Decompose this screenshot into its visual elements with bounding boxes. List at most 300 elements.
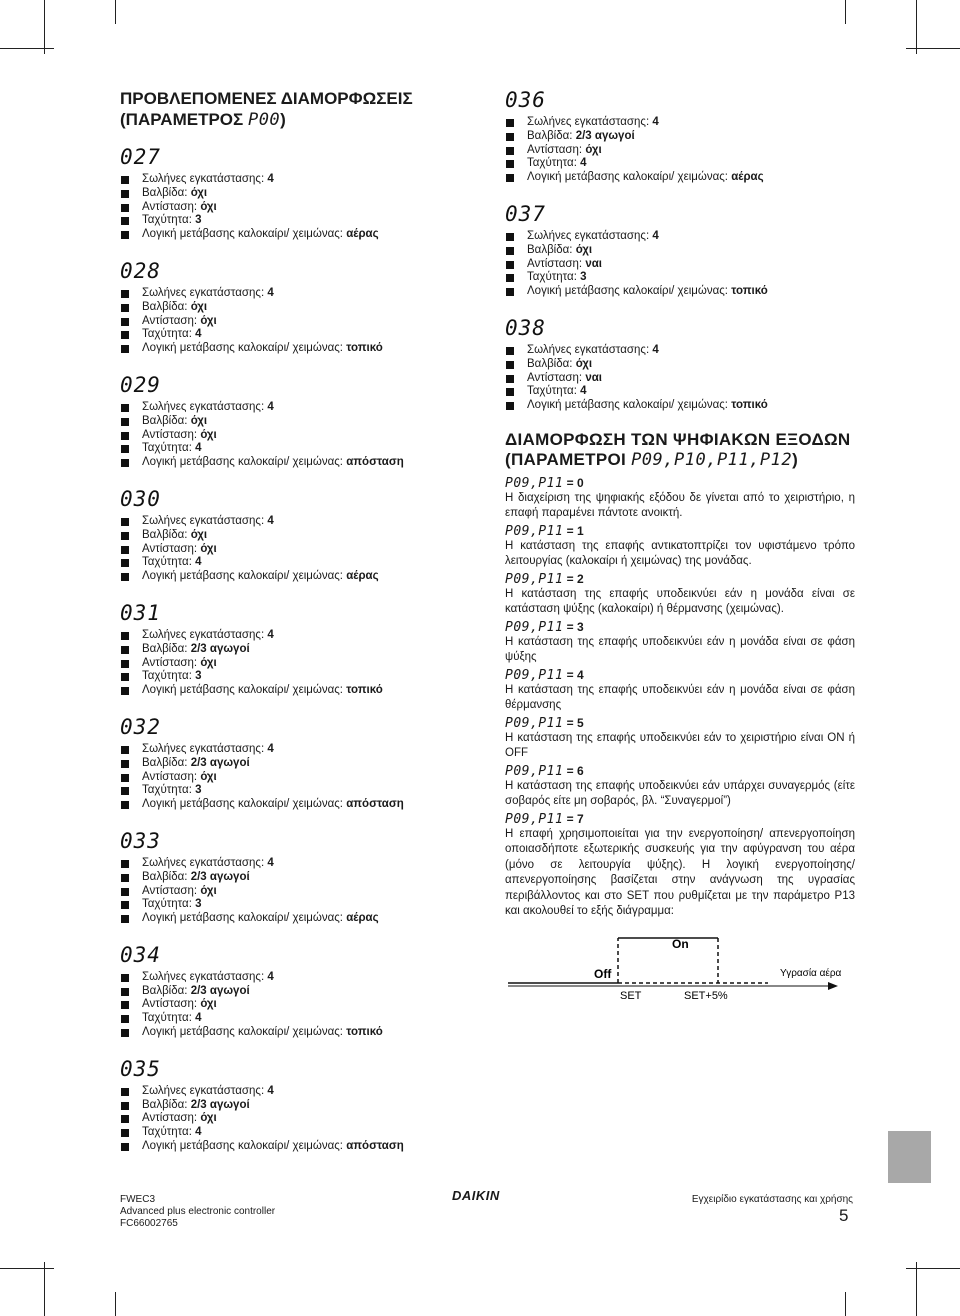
config-item-value: 4 bbox=[195, 1126, 202, 1139]
config-item-pipes bbox=[120, 515, 475, 529]
config-item-logic bbox=[120, 1140, 475, 1154]
config-item-value: 3 bbox=[195, 784, 202, 797]
humidity-hysteresis-diagram bbox=[498, 930, 848, 1010]
bullet-square-icon bbox=[121, 1029, 129, 1037]
config-item-label: Βαλβίδα: bbox=[142, 186, 191, 199]
digital-option bbox=[505, 476, 855, 522]
footer-product: Advanced plus electronic controller bbox=[120, 1206, 276, 1217]
digital-option-code-line bbox=[505, 476, 855, 491]
config-item-value: 4 bbox=[267, 742, 274, 755]
config-item-label: Αντίσταση: bbox=[527, 257, 586, 270]
config-item-label: Ταχύτητα: bbox=[142, 784, 196, 797]
config-item-label: Αντίσταση: bbox=[142, 1112, 201, 1125]
config-item-label: Ταχύτητα: bbox=[142, 556, 196, 569]
digital-outputs-title bbox=[505, 430, 855, 470]
footer-manual: Εγχειρίδιο εγκατάστασης και χρήσης bbox=[691, 1194, 853, 1205]
config-item-label: Αντίσταση: bbox=[142, 998, 201, 1011]
config-item-label: Ταχύτητα: bbox=[142, 214, 196, 227]
config-item-pipes bbox=[120, 971, 475, 985]
config-item-speed bbox=[505, 157, 855, 171]
config-item-value: όχι bbox=[200, 770, 217, 783]
bullet-square-icon bbox=[506, 388, 514, 396]
page-heading-line1: ΠΡΟΒΛΕΠΟΜΕΝΕΣ ΔΙΑΜΟΡΦΩΣΕΙΣ bbox=[120, 89, 413, 108]
config-item-value: τοπικό bbox=[731, 285, 768, 298]
config-item-value: τοπικό bbox=[346, 342, 383, 355]
config-code: 035 bbox=[120, 1056, 161, 1081]
config-item-label: Λογική μετάβασης καλοκαίρι/ χειμώνας: bbox=[142, 684, 347, 697]
digital-option-value: = 6 bbox=[566, 763, 584, 778]
config-item-value: όχι bbox=[200, 200, 217, 213]
config-item-logic bbox=[120, 684, 475, 698]
bullet-square-icon bbox=[121, 632, 129, 640]
config-item-speed bbox=[120, 1012, 475, 1026]
config-item-valve bbox=[120, 757, 475, 771]
config-item-value: 4 bbox=[195, 1012, 202, 1025]
config-item-resistance bbox=[120, 885, 475, 899]
digital-option-code-line bbox=[505, 812, 855, 827]
config-items bbox=[505, 116, 855, 185]
bullet-square-icon bbox=[121, 974, 129, 982]
page-heading-code: P00 bbox=[247, 110, 281, 130]
config-item-value: 4 bbox=[580, 157, 587, 170]
config-item-valve bbox=[120, 985, 475, 999]
config-item-logic bbox=[120, 456, 475, 470]
bullet-square-icon bbox=[121, 518, 129, 526]
config-item-value: όχι bbox=[585, 143, 602, 156]
bullet-square-icon bbox=[121, 1115, 129, 1123]
config-item-value: 4 bbox=[267, 400, 274, 413]
config-item-pipes bbox=[505, 344, 855, 358]
bullet-square-icon bbox=[121, 190, 129, 198]
config-item-value: αέρας bbox=[346, 570, 379, 583]
left-column bbox=[120, 88, 475, 1171]
bullet-square-icon bbox=[121, 1143, 129, 1151]
bullet-square-icon bbox=[506, 361, 514, 369]
config-item-logic bbox=[505, 285, 855, 299]
section-tab bbox=[888, 1131, 931, 1183]
config-block bbox=[120, 601, 475, 698]
config-item-logic bbox=[120, 342, 475, 356]
config-item-label: Σωλήνες εγκατάστασης: bbox=[527, 229, 653, 242]
digital-option-value: = 5 bbox=[566, 715, 584, 730]
config-items bbox=[505, 230, 855, 299]
bullet-square-icon bbox=[121, 646, 129, 654]
bullet-square-icon bbox=[506, 233, 514, 241]
config-item-label: Βαλβίδα: bbox=[142, 870, 191, 883]
config-item-label: Σωλήνες εγκατάστασης: bbox=[142, 173, 268, 185]
digital-option-code-line bbox=[505, 716, 855, 731]
config-item-label: Βαλβίδα: bbox=[142, 1098, 191, 1111]
bullet-square-icon bbox=[121, 874, 129, 882]
bullet-square-icon bbox=[121, 687, 129, 695]
config-item-label: Βαλβίδα: bbox=[142, 984, 191, 997]
config-item-logic bbox=[120, 228, 475, 242]
config-code: 036 bbox=[505, 88, 546, 112]
config-item-value: 3 bbox=[580, 271, 587, 284]
axis-label: Υγρασία αέρα bbox=[780, 968, 842, 979]
config-item-pipes bbox=[120, 401, 475, 415]
digital-option-text: Η κατάσταση της επαφής υποδεικνύει εάν υπάρχει συναγερμός (είτε σοβαρός είτε μη σοβαρός, βλ. “Συναγερμοί”) bbox=[505, 779, 855, 808]
bullet-square-icon bbox=[121, 1001, 129, 1009]
config-items bbox=[120, 629, 475, 698]
config-item-value: 4 bbox=[267, 628, 274, 641]
bullet-square-icon bbox=[506, 133, 514, 141]
config-item-value: αέρας bbox=[346, 228, 379, 241]
config-item-resistance bbox=[120, 543, 475, 557]
config-item-valve bbox=[505, 244, 855, 258]
bullet-square-icon bbox=[121, 1102, 129, 1110]
config-item-label: Αντίσταση: bbox=[142, 770, 201, 783]
bullet-square-icon bbox=[121, 746, 129, 754]
digital-option-code: P09,P11 bbox=[505, 763, 564, 779]
config-item-value: όχι bbox=[200, 542, 217, 555]
config-item-label: Σωλήνες εγκατάστασης: bbox=[142, 286, 268, 299]
off-label: Off bbox=[594, 967, 612, 981]
config-list-right bbox=[505, 88, 855, 413]
config-item-value: 2/3 αγωγοί bbox=[190, 1098, 250, 1111]
config-block bbox=[120, 715, 475, 812]
config-item-value: 4 bbox=[652, 116, 659, 128]
right-column bbox=[505, 88, 855, 920]
digital-option-text: Η επαφή χρησιμοποιείται για την ενεργοποίηση/ απενεργοποίηση οποιασδήποτε εξωτερικής συσκευής για την αφύγρανση του αέρα (μόνο σε λειτουργία ψύξης). Η λογική ενεργοποίησης/ απενεργοποίησης βασίζεται στην ανάγνωση της υγρασίας περιβάλλοντος και στο SET που ρυθμίζεται με την παράμετρο P13 και ακολουθεί το εξής διάγραμμα: bbox=[505, 827, 855, 918]
bullet-square-icon bbox=[121, 760, 129, 768]
config-item-valve bbox=[505, 358, 855, 372]
config-item-label: Σωλήνες εγκατάστασης: bbox=[142, 856, 268, 869]
bullet-square-icon bbox=[121, 217, 129, 225]
set5-label: SET+5% bbox=[684, 990, 728, 1002]
config-item-pipes bbox=[120, 629, 475, 643]
digital-option-code-line bbox=[505, 524, 855, 539]
crop-mark bbox=[906, 1268, 960, 1269]
config-items bbox=[120, 287, 475, 356]
config-item-value: 4 bbox=[652, 343, 659, 356]
config-item-label: Σωλήνες εγκατάστασης: bbox=[142, 628, 268, 641]
config-code: 031 bbox=[120, 600, 161, 625]
config-item-label: Βαλβίδα: bbox=[527, 357, 576, 370]
config-item-label: Λογική μετάβασης καλοκαίρι/ χειμώνας: bbox=[527, 285, 732, 298]
bullet-square-icon bbox=[121, 318, 129, 326]
digital-title-prefix: (ΠΑΡΑΜΕΤΡΟΙ bbox=[505, 449, 632, 469]
config-item-label: Αντίσταση: bbox=[142, 656, 201, 669]
config-item-label: Ταχύτητα: bbox=[527, 271, 581, 284]
config-item-valve bbox=[120, 529, 475, 543]
config-item-value: όχι bbox=[200, 428, 217, 441]
config-item-value: όχι bbox=[190, 414, 208, 427]
config-item-label: Λογική μετάβασης καλοκαίρι/ χειμώνας: bbox=[142, 456, 347, 469]
bullet-square-icon bbox=[121, 176, 129, 184]
bullet-square-icon bbox=[121, 546, 129, 554]
bullet-square-icon bbox=[121, 290, 129, 298]
digital-option-code: P09,P11 bbox=[505, 619, 564, 635]
bullet-square-icon bbox=[121, 774, 129, 782]
config-item-value: 4 bbox=[267, 856, 274, 869]
bullet-square-icon bbox=[506, 119, 514, 127]
config-item-value: 2/3 αγωγοί bbox=[190, 870, 250, 883]
config-item-value: αέρας bbox=[731, 171, 764, 184]
digital-option bbox=[505, 812, 855, 920]
config-item-pipes bbox=[505, 116, 855, 130]
config-item-resistance bbox=[120, 201, 475, 215]
config-item-label: Ταχύτητα: bbox=[142, 670, 196, 683]
digital-option-value: = 4 bbox=[566, 667, 584, 682]
config-item-valve bbox=[120, 1099, 475, 1113]
config-item-label: Ταχύτητα: bbox=[142, 1126, 196, 1139]
config-code: 038 bbox=[505, 315, 546, 340]
config-item-label: Λογική μετάβασης καλοκαίρι/ χειμώνας: bbox=[142, 570, 347, 583]
bullet-square-icon bbox=[506, 160, 514, 168]
bullet-square-icon bbox=[121, 988, 129, 996]
config-item-value: απόσταση bbox=[346, 798, 404, 811]
page-number: 5 bbox=[839, 1206, 849, 1225]
config-item-value: όχι bbox=[200, 314, 217, 327]
bullet-square-icon bbox=[506, 402, 514, 410]
config-item-value: τοπικό bbox=[346, 1026, 383, 1039]
config-item-valve bbox=[120, 871, 475, 885]
config-item-valve bbox=[505, 130, 855, 144]
bullet-square-icon bbox=[121, 888, 129, 896]
config-item-label: Ταχύτητα: bbox=[142, 328, 196, 341]
config-item-value: 3 bbox=[195, 214, 202, 227]
crop-mark bbox=[0, 48, 54, 49]
config-item-logic bbox=[120, 912, 475, 926]
config-item-value: 4 bbox=[580, 385, 587, 398]
digital-option-code: P09,P11 bbox=[505, 523, 564, 539]
config-item-label: Λογική μετάβασης καλοκαίρι/ χειμώνας: bbox=[142, 1140, 347, 1153]
digital-option bbox=[505, 572, 855, 618]
config-item-speed bbox=[120, 214, 475, 228]
config-item-logic bbox=[505, 171, 855, 185]
crop-mark bbox=[916, 1262, 917, 1316]
config-block bbox=[120, 829, 475, 926]
config-list-left bbox=[120, 145, 475, 1154]
config-block bbox=[120, 943, 475, 1040]
config-item-resistance bbox=[120, 657, 475, 671]
config-item-valve bbox=[120, 415, 475, 429]
digital-option-value: = 3 bbox=[566, 619, 584, 634]
config-item-pipes bbox=[120, 857, 475, 871]
digital-title-code: P09,P10,P11,P12 bbox=[631, 449, 793, 470]
config-item-label: Λογική μετάβασης καλοκαίρι/ χειμώνας: bbox=[527, 171, 732, 184]
config-item-pipes bbox=[120, 743, 475, 757]
config-item-value: όχι bbox=[190, 300, 208, 313]
config-item-logic bbox=[505, 399, 855, 413]
digital-option-text: Η κατάσταση της επαφής υποδεικνύει εάν η μονάδα είναι σε κατάσταση ψύξης (καλοκαίρι) ή θέρμανσης (χειμώνας). bbox=[505, 587, 855, 616]
digital-option-text: Η κατάσταση της επαφής υποδεικνύει εάν η μονάδα είναι σε φάση ψύξης bbox=[505, 635, 855, 664]
config-item-value: ναι bbox=[585, 257, 602, 270]
config-item-label: Σωλήνες εγκατάστασης: bbox=[142, 970, 268, 983]
digital-option bbox=[505, 524, 855, 570]
config-code: 029 bbox=[120, 372, 161, 397]
config-item-resistance bbox=[505, 372, 855, 386]
config-code: 032 bbox=[120, 714, 161, 739]
config-item-logic bbox=[120, 798, 475, 812]
config-item-label: Βαλβίδα: bbox=[527, 129, 576, 142]
bullet-square-icon bbox=[121, 331, 129, 339]
config-items bbox=[505, 344, 855, 413]
config-item-value: 2/3 αγωγοί bbox=[190, 756, 250, 769]
crop-mark bbox=[906, 48, 960, 49]
config-item-value: 4 bbox=[267, 286, 274, 299]
config-item-label: Λογική μετάβασης καλοκαίρι/ χειμώνας: bbox=[142, 1026, 347, 1039]
config-item-value: όχι bbox=[200, 884, 217, 897]
bullet-square-icon bbox=[506, 147, 514, 155]
bullet-square-icon bbox=[121, 1015, 129, 1023]
digital-option-code: P09,P11 bbox=[505, 715, 564, 731]
digital-title-line2 bbox=[505, 450, 855, 470]
config-item-value: 2/3 αγωγοί bbox=[190, 642, 250, 655]
axis-arrow-icon bbox=[828, 982, 838, 990]
config-item-label: Αντίσταση: bbox=[142, 884, 201, 897]
page-heading-line2 bbox=[120, 109, 475, 131]
config-block bbox=[120, 259, 475, 356]
config-item-label: Σωλήνες εγκατάστασης: bbox=[142, 514, 268, 527]
config-item-label: Λογική μετάβασης καλοκαίρι/ χειμώνας: bbox=[142, 342, 347, 355]
config-item-resistance bbox=[505, 258, 855, 272]
footer-model: FWEC3 bbox=[120, 1194, 155, 1205]
crop-mark bbox=[845, 1292, 846, 1316]
config-item-value: τοπικό bbox=[731, 399, 768, 412]
digital-option-code: P09,P11 bbox=[505, 667, 564, 683]
footer-left bbox=[120, 1194, 275, 1230]
bullet-square-icon bbox=[506, 261, 514, 269]
set-label: SET bbox=[620, 990, 642, 1002]
bullet-square-icon bbox=[121, 660, 129, 668]
config-items bbox=[120, 1085, 475, 1154]
bullet-square-icon bbox=[121, 787, 129, 795]
config-item-value: όχι bbox=[200, 1112, 217, 1125]
config-item-label: Ταχύτητα: bbox=[142, 898, 196, 911]
config-item-speed bbox=[120, 442, 475, 456]
bullet-square-icon bbox=[121, 1129, 129, 1137]
digital-option-code: P09,P11 bbox=[505, 571, 564, 587]
config-block bbox=[505, 88, 855, 185]
config-item-value: όχι bbox=[190, 528, 208, 541]
config-item-speed bbox=[120, 898, 475, 912]
bullet-square-icon bbox=[121, 532, 129, 540]
config-item-speed bbox=[505, 271, 855, 285]
config-item-pipes bbox=[120, 173, 475, 187]
digital-option-text: Η κατάσταση της επαφής υποδεικνύει εάν η μονάδα είναι σε φάση θέρμανσης bbox=[505, 683, 855, 712]
config-item-value: 4 bbox=[195, 556, 202, 569]
config-item-value: όχι bbox=[200, 656, 217, 669]
config-items bbox=[120, 173, 475, 242]
config-item-label: Ταχύτητα: bbox=[142, 1012, 196, 1025]
config-item-value: 4 bbox=[267, 173, 274, 185]
crop-mark bbox=[115, 0, 116, 24]
digital-option-code-line bbox=[505, 764, 855, 779]
daikin-logo: DAIKIN bbox=[452, 1188, 500, 1203]
digital-option-code-line bbox=[505, 668, 855, 683]
bullet-square-icon bbox=[121, 901, 129, 909]
config-item-label: Βαλβίδα: bbox=[142, 300, 191, 313]
config-item-value: απόσταση bbox=[346, 456, 404, 469]
crop-mark bbox=[845, 0, 846, 24]
bullet-square-icon bbox=[506, 375, 514, 383]
digital-option-text: Η κατάσταση της επαφής υποδεικνύει εάν το χειριστήριο είναι ON ή OFF bbox=[505, 731, 855, 760]
config-item-label: Βαλβίδα: bbox=[142, 528, 191, 541]
config-item-pipes bbox=[120, 1085, 475, 1099]
config-item-value: όχι bbox=[575, 243, 593, 256]
bullet-square-icon bbox=[121, 418, 129, 426]
config-code: 030 bbox=[120, 486, 161, 511]
config-item-speed bbox=[505, 385, 855, 399]
config-item-label: Ταχύτητα: bbox=[142, 442, 196, 455]
config-block bbox=[505, 316, 855, 413]
config-block bbox=[120, 373, 475, 470]
bullet-square-icon bbox=[121, 559, 129, 567]
digital-option-text: Η κατάσταση της επαφής αντικατοπτρίζει τον υφιστάμενο τρόπο λειτουργίας (καλοκαίρι ή χειμώνας) της μονάδας. bbox=[505, 539, 855, 568]
config-item-value: ναι bbox=[585, 371, 602, 384]
config-item-label: Βαλβίδα: bbox=[527, 243, 576, 256]
config-item-pipes bbox=[505, 230, 855, 244]
config-item-speed bbox=[120, 670, 475, 684]
digital-option-text: Η διαχείριση της ψηφιακής εξόδου δε γίνεται από το χειριστήριο, η επαφή παραμένει πάντοτε ανοικτή. bbox=[505, 491, 855, 520]
config-item-value: 2/3 αγωγοί bbox=[575, 129, 635, 142]
config-item-label: Βαλβίδα: bbox=[142, 756, 191, 769]
bullet-square-icon bbox=[506, 288, 514, 296]
config-item-valve bbox=[120, 643, 475, 657]
config-item-resistance bbox=[120, 771, 475, 785]
config-item-resistance bbox=[120, 429, 475, 443]
config-item-valve bbox=[120, 187, 475, 201]
config-item-label: Αντίσταση: bbox=[142, 542, 201, 555]
bullet-square-icon bbox=[121, 404, 129, 412]
config-item-label: Λογική μετάβασης καλοκαίρι/ χειμώνας: bbox=[142, 228, 347, 241]
config-item-value: 3 bbox=[195, 898, 202, 911]
digital-option-code: P09,P11 bbox=[505, 811, 564, 827]
config-item-value: 4 bbox=[195, 442, 202, 455]
config-item-label: Ταχύτητα: bbox=[527, 385, 581, 398]
config-item-label: Λογική μετάβασης καλοκαίρι/ χειμώνας: bbox=[142, 798, 347, 811]
config-item-resistance bbox=[120, 1112, 475, 1126]
bullet-square-icon bbox=[121, 801, 129, 809]
config-item-label: Βαλβίδα: bbox=[142, 642, 191, 655]
crop-mark bbox=[115, 1292, 116, 1316]
bullet-square-icon bbox=[121, 673, 129, 681]
page-heading-suffix: ) bbox=[280, 110, 286, 129]
bullet-square-icon bbox=[121, 345, 129, 353]
config-item-label: Σωλήνες εγκατάστασης: bbox=[142, 1084, 268, 1097]
digital-option bbox=[505, 668, 855, 714]
bullet-square-icon bbox=[121, 445, 129, 453]
config-items bbox=[120, 857, 475, 926]
config-item-label: Αντίσταση: bbox=[142, 428, 201, 441]
config-item-label: Λογική μετάβασης καλοκαίρι/ χειμώνας: bbox=[527, 399, 732, 412]
page-heading bbox=[120, 88, 475, 131]
config-item-speed bbox=[120, 784, 475, 798]
config-item-label: Αντίσταση: bbox=[142, 200, 201, 213]
config-item-speed bbox=[120, 1126, 475, 1140]
digital-option-value: = 7 bbox=[566, 811, 584, 826]
bullet-square-icon bbox=[506, 247, 514, 255]
config-item-value: όχι bbox=[190, 186, 208, 199]
on-label: On bbox=[672, 937, 689, 951]
config-items bbox=[120, 743, 475, 812]
config-items bbox=[120, 515, 475, 584]
config-block bbox=[120, 1057, 475, 1154]
config-item-value: 4 bbox=[267, 514, 274, 527]
config-items bbox=[120, 971, 475, 1040]
config-item-resistance bbox=[505, 144, 855, 158]
digital-title-line1: ΔΙΑΜΟΡΦΩΣΗ ΤΩΝ ΨΗΦΙΑΚΩΝ ΕΞΟΔΩΝ bbox=[505, 429, 851, 449]
bullet-square-icon bbox=[121, 915, 129, 923]
bullet-square-icon bbox=[121, 231, 129, 239]
config-code: 037 bbox=[505, 201, 546, 226]
digital-title-suffix: ) bbox=[792, 449, 799, 469]
digital-option bbox=[505, 620, 855, 666]
config-item-value: 4 bbox=[652, 229, 659, 242]
digital-option-code-line bbox=[505, 620, 855, 635]
